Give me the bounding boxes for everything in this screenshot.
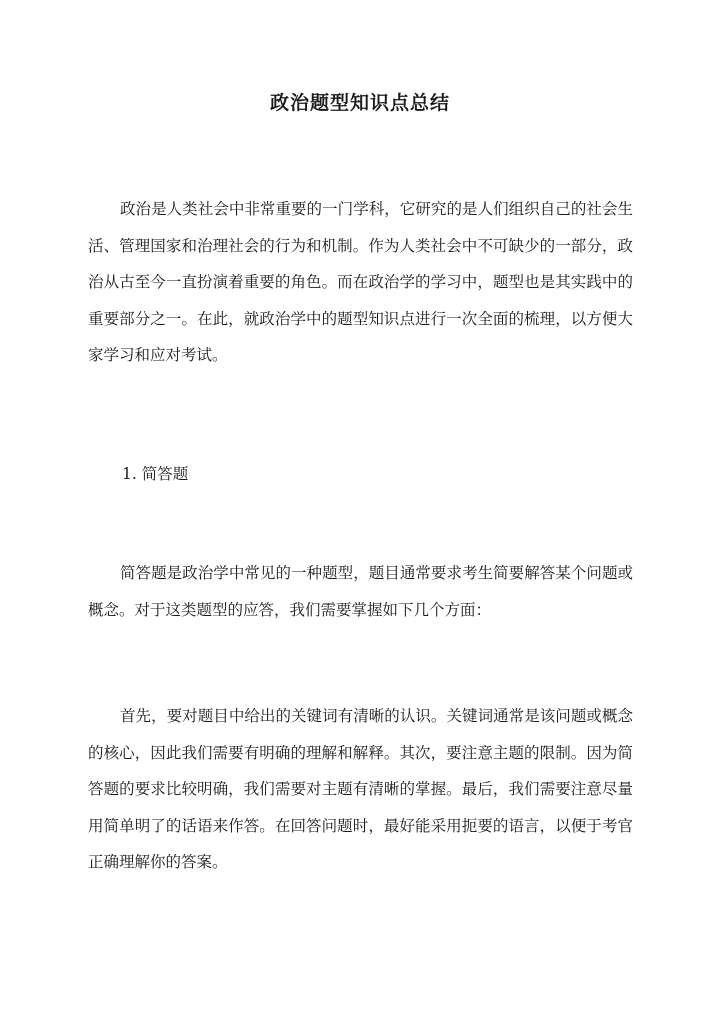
section-paragraph: 首先，要对题目中给出的关键词有清晰的认识。关键词通常是该问题或概念的核心，因此我们需要有明确的理解和解释。其次，要注意主题的限制。因为简答题的要求比较明确，我们需要对主题有清晰的掌握。最后，我们需要注意尽量用简单明了的话语来作答。在回答问题时，最好能采用扼要的语言，以便于考官正确理解你的答案。 [88, 707, 633, 871]
section-paragraph: 简答题是政治学中常见的一种题型，题目通常要求考生简要解答某个问题或概念。对于这类题型的应答，我们需要掌握如下几个方面： [88, 564, 633, 619]
document-title: 政治题型知识点总结 [269, 92, 450, 114]
section-heading-short-answer: 1. 简答题 [122, 465, 189, 483]
intro-paragraph: 政治是人类社会中非常重要的一门学科，它研究的是人们组织自己的社会生活、管理国家和治理社会的行为和机制。作为人类社会中不可缺少的一部分，政治从古至今一直扮演着重要的角色。而在政治学的学习中，题型也是其实践中的重要部分之一。在此，就政治学中的题型知识点进行一次全面的梳理，以方便大家学习和应对考试。 [88, 200, 633, 364]
